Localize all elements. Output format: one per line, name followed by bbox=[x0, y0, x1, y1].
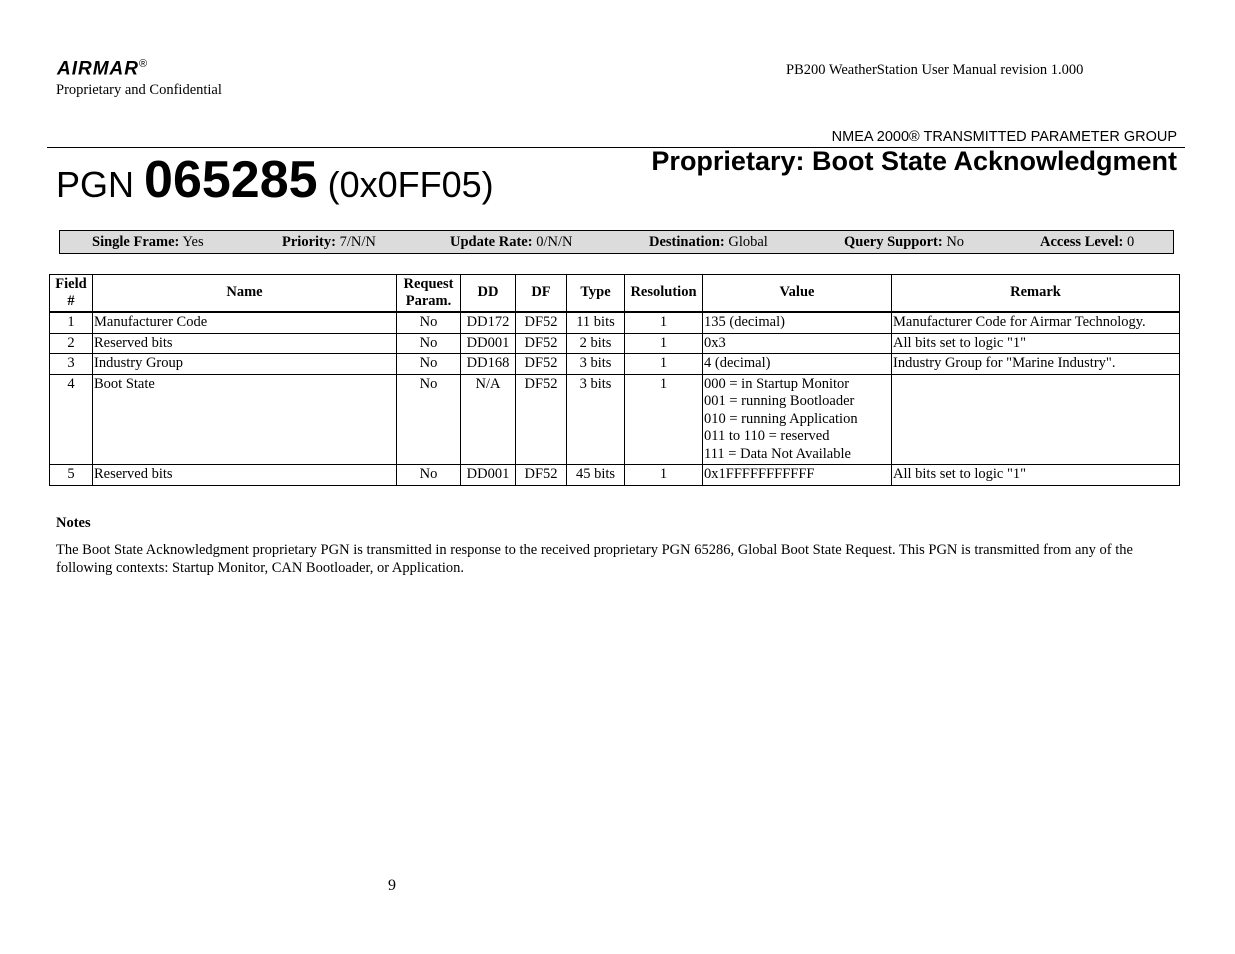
cell-resolution: 1 bbox=[625, 374, 703, 465]
col-header-request: Request Param. bbox=[397, 275, 461, 313]
cell-request: No bbox=[397, 354, 461, 375]
cell-type: 3 bits bbox=[567, 374, 625, 465]
cell-field: 4 bbox=[50, 374, 93, 465]
table-row bbox=[50, 333, 1180, 354]
cell-remark: All bits set to logic "1" bbox=[892, 333, 1180, 354]
cell-name: Industry Group bbox=[93, 354, 397, 375]
cell-value bbox=[703, 465, 892, 486]
cell-name: Reserved bits bbox=[93, 333, 397, 354]
section-title: NMEA 2000® TRANSMITTED PARAMETER GROUP bbox=[831, 129, 1177, 145]
cell-type: 45 bits bbox=[567, 465, 625, 486]
value-line: 010 = running Application bbox=[704, 410, 858, 427]
cell-field: 3 bbox=[50, 354, 93, 375]
value-line: 135 (decimal) bbox=[704, 314, 785, 330]
cell-name: Manufacturer Code bbox=[93, 312, 397, 333]
attr-destination: Destination: Global bbox=[649, 234, 768, 250]
col-header-name: Name bbox=[93, 275, 397, 313]
cell-request: No bbox=[397, 374, 461, 465]
cell-remark: Manufacturer Code for Airmar Technology. bbox=[892, 312, 1180, 333]
cell-value bbox=[703, 312, 892, 333]
cell-dd: N/A bbox=[461, 374, 516, 465]
cell-dd: DD168 bbox=[461, 354, 516, 375]
pgn-hex: (0x0FF05) bbox=[327, 164, 494, 205]
cell-resolution: 1 bbox=[625, 354, 703, 375]
cell-dd: DD172 bbox=[461, 312, 516, 333]
col-header-field: Field # bbox=[50, 275, 93, 313]
page-number: 9 bbox=[388, 877, 396, 894]
airmar-logo bbox=[57, 58, 147, 80]
pgn-prefix: PGN bbox=[56, 164, 135, 205]
pgn-number: 065285 bbox=[144, 151, 318, 209]
parameter-table bbox=[49, 274, 1180, 486]
table-header-row bbox=[50, 275, 1180, 313]
cell-df: DF52 bbox=[516, 465, 567, 486]
table-row bbox=[50, 374, 1180, 465]
col-header-type: Type bbox=[567, 275, 625, 313]
cell-remark bbox=[892, 374, 1180, 465]
cell-field: 2 bbox=[50, 333, 93, 354]
attr-single-frame: Single Frame: Yes bbox=[92, 234, 204, 250]
value-line: 4 (decimal) bbox=[704, 355, 771, 371]
cell-request: No bbox=[397, 333, 461, 354]
col-header-value: Value bbox=[703, 275, 892, 313]
logo-text: AIRMAR bbox=[57, 58, 139, 80]
cell-remark: Industry Group for "Marine Industry". bbox=[892, 354, 1180, 375]
cell-value bbox=[703, 333, 892, 354]
registered-mark: ® bbox=[139, 58, 148, 70]
table-row bbox=[50, 354, 1180, 375]
attr-priority: Priority: 7/N/N bbox=[282, 234, 376, 250]
pgn-description: Proprietary: Boot State Acknowledgment bbox=[651, 146, 1177, 176]
cell-resolution: 1 bbox=[625, 465, 703, 486]
cell-type: 11 bits bbox=[567, 312, 625, 333]
cell-field: 1 bbox=[50, 312, 93, 333]
value-line: 000 = in Startup Monitor bbox=[704, 375, 850, 392]
value-line: 0x3 bbox=[704, 334, 726, 351]
cell-name: Reserved bits bbox=[93, 465, 397, 486]
cell-value bbox=[703, 354, 892, 375]
cell-dd: DD001 bbox=[461, 333, 516, 354]
notes-heading: Notes bbox=[56, 515, 91, 531]
table-row bbox=[50, 465, 1180, 486]
col-header-df: DF bbox=[516, 275, 567, 313]
col-header-resolution: Resolution bbox=[625, 275, 703, 313]
pgn-attributes-bar bbox=[59, 230, 1174, 254]
cell-request: No bbox=[397, 312, 461, 333]
pgn-title bbox=[56, 150, 494, 210]
cell-type: 2 bits bbox=[567, 333, 625, 354]
attr-query-support: Query Support: No bbox=[844, 234, 965, 250]
cell-df: DF52 bbox=[516, 312, 567, 333]
cell-df: DF52 bbox=[516, 354, 567, 375]
value-line: 0x1FFFFFFFFFFF bbox=[704, 466, 815, 482]
cell-resolution: 1 bbox=[625, 333, 703, 354]
confidential-label: Proprietary and Confidential bbox=[56, 82, 222, 98]
cell-resolution: 1 bbox=[625, 312, 703, 333]
cell-type: 3 bits bbox=[567, 354, 625, 375]
attr-access-level: Access Level: 0 bbox=[1040, 234, 1135, 250]
cell-value bbox=[703, 374, 892, 465]
attr-update-rate: Update Rate: 0/N/N bbox=[450, 234, 573, 250]
cell-df: DF52 bbox=[516, 374, 567, 465]
cell-request: No bbox=[397, 465, 461, 486]
cell-remark: All bits set to logic "1" bbox=[892, 465, 1180, 486]
col-header-remark: Remark bbox=[892, 275, 1180, 313]
notes-body: The Boot State Acknowledgment proprietary PGN is transmitted in response to the received proprietary PGN 65286, Global Boot State Request. This PGN is transmitted from any of the following contexts: Startup Monitor, CAN Bootloader, or Application. bbox=[56, 542, 1133, 576]
value-line: 011 to 110 = reserved bbox=[704, 428, 830, 444]
cell-dd: DD001 bbox=[461, 465, 516, 486]
col-header-dd: DD bbox=[461, 275, 516, 313]
table-row bbox=[50, 312, 1180, 333]
value-line: 111 = Data Not Available bbox=[704, 445, 851, 462]
value-line: 001 = running Bootloader bbox=[704, 393, 855, 409]
cell-df: DF52 bbox=[516, 333, 567, 354]
cell-name: Boot State bbox=[93, 374, 397, 465]
manual-title: PB200 WeatherStation User Manual revision 1.000 bbox=[786, 62, 1084, 78]
cell-field: 5 bbox=[50, 465, 93, 486]
